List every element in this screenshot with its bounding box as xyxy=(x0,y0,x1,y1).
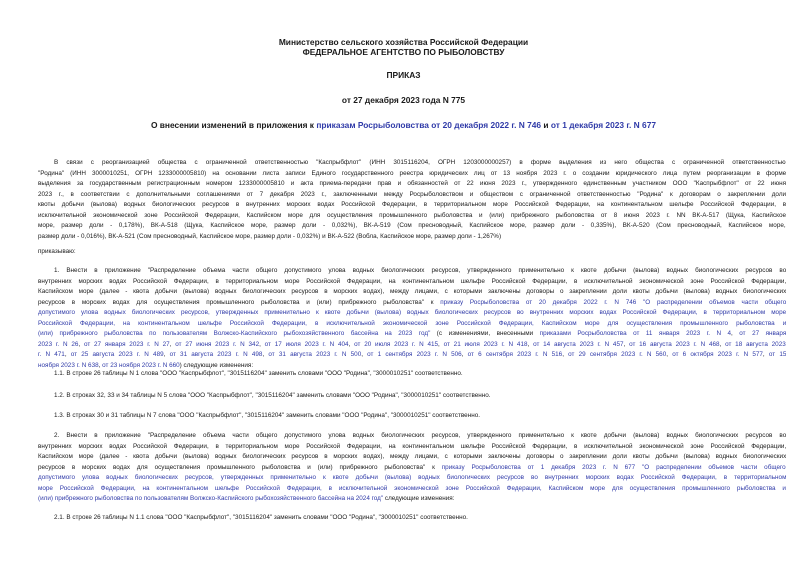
document-link[interactable]: приказу Росрыболовства от 20 декабря 2022 г. N 746 "О распределении объемов части общего xyxy=(440,298,786,306)
order-word: приказываю: xyxy=(38,248,76,255)
text-segment: , xyxy=(731,330,740,338)
title-middle: и xyxy=(541,120,551,130)
text-segment: Каспийском море (далее - квота добычи (вылова) водных биологических ресурсов в морских водах), между лицами, с которыми заключены договоры о закреплении доли квоты добычи (вылова) водных биологических xyxy=(38,453,786,461)
text-segment: , xyxy=(762,351,769,359)
document-link[interactable]: Российской Федерации, на континентальном шельфе Российской Федерации, в исключительной экономической зоне Российской Федерации, Каспийском море для осуществления промышленного рыболовства и xyxy=(38,319,786,327)
document-link[interactable]: от 27 января 2023 г. N 27 xyxy=(83,340,170,348)
paragraph-line xyxy=(38,452,786,463)
document-title xyxy=(0,120,807,130)
paragraph-line xyxy=(38,308,786,319)
title-link-order-677[interactable]: от 1 декабря 2023 г. N 677 xyxy=(550,120,657,130)
paragraph-line xyxy=(38,431,786,442)
text-segment: , xyxy=(348,340,355,348)
paragraph-line: "Родина" (ИНН 3000010251, ОГРН 1233000005810) на основании листа записи Единого государственного реестра юридических лиц от 13 ноября 2023 г. о создании юридического лица путем реорганизации в форме xyxy=(38,169,786,177)
text-segment: 2. Внести в приложение "Распределение объема части общего допустимого улова водных биологических ресурсов, утвержденного применительно к квоте добычи (вылова) водных биологических ресурсов во xyxy=(54,432,786,439)
paragraph-line xyxy=(38,484,786,495)
document-link[interactable]: г. N 471 xyxy=(38,351,65,359)
document-link[interactable]: от 18 августа 2023 xyxy=(725,340,786,348)
paragraph-line: квоты добычи (вылова) водных биологических ресурсов в внутренних морских водах Российской Федерации, в территориальном море Российской Федерации, на континентальном шельфе Российской Федерации, в xyxy=(38,201,786,209)
paragraph-line: море, размер доли - 0,178%), ВК-А-518 (Щука, Каспийское море, размер доли - 0,032%), ВК-А-519 (Сом пресноводный, Каспийское море, размер доли - 0,335%), ВК-А-520 (Сом пресноводный, Каспийское море, xyxy=(38,222,786,230)
text-segment: следующие изменения: xyxy=(383,495,455,503)
document-link[interactable]: от 1 сентября 2023 г. N 506 xyxy=(367,351,462,359)
paragraph-line: размер доли - 0,016%), ВК-А-521 (Сом пресноводный, Каспийское море, размер доли - 0,032%) и ВК-А-522 (Вобла, Каспийское море, размер доли - 1,267%) xyxy=(38,232,502,240)
text-segment: , xyxy=(438,340,444,348)
document-link[interactable]: от 14 августа 2023 г. N 457 xyxy=(533,340,624,348)
paragraph-line: исключительной экономической зоне Российской Федерации, Каспийском море для осуществления промышленного рыболовства и (или) прибрежного рыболовства от 8 июня 2023 г. NN ВК-А-517 (Щука, Каспийское xyxy=(38,211,786,219)
text-segment: (с изменениями, внесенными xyxy=(430,330,540,338)
text-segment: , xyxy=(527,340,534,348)
text-segment: Каспийском море (далее - квота добычи (вылова) водных биологических ресурсов в морских водах), между лицами, с которыми заключены договоры о закреплении доли квоты добычи (вылова) водных биологических xyxy=(38,288,786,296)
document-link[interactable]: 2023 г. N 26 xyxy=(38,340,79,348)
title-link-order-746[interactable]: приказам Росрыболовства от 20 декабря 2022 г. N 746 xyxy=(316,120,542,130)
document-link[interactable]: приказу Росрыболовства от 1 декабря 2023 г. N 677 "О распределении объемов части общего xyxy=(441,463,786,471)
text-segment: , xyxy=(461,351,468,359)
text-segment: , xyxy=(98,361,103,369)
text-segment: , xyxy=(163,351,170,359)
document-date-number: от 27 декабря 2023 года N 775 xyxy=(341,95,466,105)
text-segment: , xyxy=(64,351,71,359)
document-link[interactable]: от 6 октября 2023 г. N 577 xyxy=(672,351,763,359)
sub-item-2-1: 2.1. В строке 26 таблицы N 1.1 слова "ООО "Каспрыбфлот", "3015116204" заменить словами "ООО "Родина", "3000010251" соответственно. xyxy=(54,514,468,521)
paragraph-line xyxy=(38,266,786,277)
text-segment: ресурсов в морских водах для осуществления промышленного рыболовства и (или) прибрежного рыболовства" к xyxy=(38,298,441,306)
document-link[interactable]: море Российской Федерации, на континентальном шельфе Российской Федерации, в исключительной экономической зоне Российской Федерации, Каспийском море для осуществления промышленного рыболовства и xyxy=(38,484,786,492)
paragraph-line xyxy=(38,494,786,505)
document-link[interactable]: приказами Росрыболовства от 11 января 2023 г. N 4 xyxy=(539,330,732,338)
document-link[interactable]: от 27 июня 2023 г. N 342 xyxy=(175,340,260,348)
text-segment: , xyxy=(78,340,84,348)
text-segment: , xyxy=(623,340,630,348)
paragraph-line xyxy=(38,340,786,351)
document-link[interactable]: от 21 июля 2023 г. N 418 xyxy=(443,340,528,348)
document-link[interactable]: (или) прибрежного рыболовства по пользователям Волжско-Каспийского рыбохозяйственного бассейна на 2023 год" xyxy=(38,330,431,338)
document-link[interactable]: допустимого улова водных биологических ресурсов, утвержденных применительно к квоте добычи (вылова) водных биологических ресурсов во внутренних морских водах Российской Федерации, в территориальном xyxy=(38,474,786,482)
document-link[interactable]: допустимого улова водных биологических ресурсов, утвержденных применительно к квоте добычи (вылова) водных биологических ресурсов во внутренних морских водах Российской Федерации, в территориальном море xyxy=(38,309,786,317)
title-prefix: О внесении изменений в приложения к xyxy=(150,120,317,130)
document-link[interactable]: от 16 августа 2023 г. N 468 xyxy=(629,340,720,348)
text-segment: , xyxy=(262,351,269,359)
text-segment: , xyxy=(719,340,726,348)
sub-item-1-3: 1.3. В строках 30 и 31 таблицы N 7 слова "ООО "Каспрыбфлот", "3015116204" заменить словами "ООО "Родина", "3000010251" соответственно. xyxy=(54,412,480,419)
ministry-name: Министерство сельского хозяйства Российской Федерации xyxy=(278,37,529,47)
text-segment: , xyxy=(169,340,176,348)
text-segment: ресурсов в морских водах для осуществления промышленного рыболовства и (или) прибрежного рыболовства" к xyxy=(38,463,442,471)
paragraph-line xyxy=(38,329,786,340)
document-link[interactable]: от 25 августа 2023 г. N 489 xyxy=(70,351,164,359)
paragraph-line xyxy=(38,277,786,288)
paragraph-line xyxy=(38,442,786,453)
agency-name: ФЕДЕРАЛЬНОЕ АГЕНТСТВО ПО РЫБОЛОВСТВУ xyxy=(302,47,505,57)
paragraph-line xyxy=(38,298,786,309)
paragraph-line: 2023 г., в соответствии с дополнительными соглашениями от 7 декабря 2023 г., заключенными между Росрыболовством и обществом с ограниченной ответственностью "Родина" к договорам о закреплении доли xyxy=(38,190,786,198)
document-link[interactable]: от 17 июля 2023 г. N 404 xyxy=(264,340,349,348)
item-1-paragraph xyxy=(38,266,786,371)
paragraph-line xyxy=(38,473,786,484)
document-link[interactable]: от 29 сентября 2023 г. N 560 xyxy=(568,351,667,359)
document-link[interactable]: от 27 января xyxy=(739,330,786,338)
document-link[interactable]: от 31 августа 2023 г. N 498 xyxy=(169,351,263,359)
document-link[interactable]: (или) прибрежного рыболовства по пользователям Волжско-Каспийского рыбохозяйственного бассейна на 2024 год" xyxy=(38,495,384,503)
paragraph-line xyxy=(38,463,786,474)
sub-item-1-1: 1.1. В строке 26 таблицы N 1 слова "ООО "Каспрыбфлот", "3015116204" заменить словами "ООО "Родина", "3000010251" соответственно. xyxy=(54,370,463,377)
document-link[interactable]: от 31 августа 2023 г. N 500 xyxy=(268,351,362,359)
text-segment: , xyxy=(562,351,569,359)
paragraph-line: выделения за государственным регистрационным номером 1233000005810 и акта приема-передачи прав и обязанностей от 22 июня 2023 г., утвержденного единственным участником ООО "Каспрыбфлот" от 22 июня xyxy=(38,180,786,188)
text-segment: 1. Внести в приложение "Распределение объема части общего допустимого улова водных биологических ресурсов, утвержденного применительно к квоте добычи (вылова) водных биологических ресурсов во xyxy=(54,267,786,274)
document-type: ПРИКАЗ xyxy=(386,70,421,80)
paragraph-line xyxy=(38,350,786,361)
document-link[interactable]: ноября 2023 г. N 638 xyxy=(38,361,99,369)
paragraph-line xyxy=(38,287,786,298)
text-segment: , xyxy=(361,351,368,359)
preamble-paragraph xyxy=(38,158,786,242)
document-link[interactable]: от 6 сентября 2023 г. N 516 xyxy=(467,351,563,359)
text-segment: внутренних морских водах Российской Федерации, в территориальном море Российской Федерации, на континентальном шельфе Российской Федерации, в исключительной экономической зоне Российской Федерации, xyxy=(38,442,786,450)
text-segment: , xyxy=(666,351,673,359)
paragraph-line: В связи с реорганизацией общества с ограниченной ответственностью "Каспрыбфлот" (ИНН 3015116204, ОГРН 1203000000257) в форме выделения из него общества с ограниченной ответственностью xyxy=(54,159,786,166)
text-segment: внутренних морских водах Российской Федерации, в территориальном море Российской Федерации, на континентальном шельфе Российской Федерации, в исключительной экономической зоне Российской Федерации, xyxy=(38,277,786,285)
sub-item-1-2: 1.2. В строках 32, 33 и 34 таблицы N 5 слова "ООО "Каспрыбфлот", "3015116204" заменить словами "ООО "Родина", "3000010251" соответственно. xyxy=(54,392,491,399)
text-segment: ) следующие изменения: xyxy=(179,361,254,369)
text-segment: , xyxy=(259,340,265,348)
document-link[interactable]: от 20 июля 2023 г. N 415 xyxy=(354,340,439,348)
document-link[interactable]: от 23 ноября 2023 г. N 660 xyxy=(102,361,180,369)
item-2-paragraph xyxy=(38,431,786,505)
document-link[interactable]: от 15 xyxy=(768,351,786,359)
paragraph-line xyxy=(38,319,786,330)
